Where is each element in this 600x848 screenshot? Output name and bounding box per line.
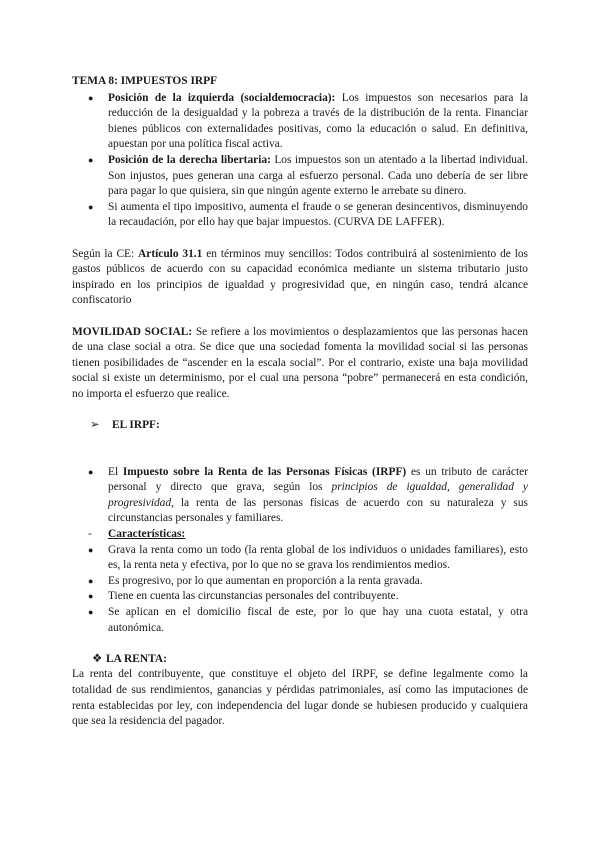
positions-list [72, 91, 528, 231]
list-item [72, 543, 528, 574]
arrow-icon: ➢ [90, 419, 100, 432]
renta-paragraph: La renta del contribuyente, que constituye el objeto del IRPF, se define legalmente como la totalidad de sus rendimientos, ganancias y pérdidas patrimoniales, así como las imputaciones de renta establecidas por ley, con independencia del lugar donde se hubiesen producido y cualquiera que sea la residencia del pagador. [72, 668, 528, 728]
bullet-icon: ● [88, 201, 94, 212]
list-item [72, 153, 528, 200]
ce-paragraph [72, 247, 528, 309]
bullet-icon: ● [88, 466, 94, 477]
movilidad-label: MOVILIDAD SOCIAL: [72, 325, 193, 338]
renta-heading [72, 652, 528, 668]
renta-heading-text: LA RENTA: [106, 652, 167, 665]
irpf-heading [72, 418, 528, 434]
position-left-label: Posición de la izquierda (socialdemocracia): [108, 91, 336, 104]
bullet-icon: ● [88, 591, 94, 602]
caracteristica-text: Tiene en cuenta las circunstancias personales del contribuyente. [108, 590, 399, 603]
movilidad-text: Se refiere a los movimientos o desplazamientos que las personas hacen de una clase social a otra. Se dice que una sociedad fomenta la movilidad social si las personas tienen posibilidades de “ascender en la escala social”. Por el contrario, existe una baja movilidad social si existe un determinismo, por el cual una persona “pobre” permanecerá en esta condición, no importa el esfuerzo que realice. [72, 325, 529, 400]
irpf-def-suffix: la renta de las personas físicas de acuerdo con su naturaleza y sus circunstancias personales y familiares. [108, 496, 528, 525]
irpf-heading-text: EL IRPF: [112, 419, 160, 432]
bullet-icon: ● [88, 154, 94, 165]
ce-text: en términos muy sencillos: Todos contribuirá al sostenimiento de los gastos públicos de acuerdo con su capacidad económica mediante un sistema tributario justo inspirado en los principios de igualdad y progresividad que, en ningún caso, tendrá alcance confiscatorio [72, 247, 528, 307]
document-title: TEMA 8: IMPUESTOS IRPF [72, 75, 218, 87]
bullet-icon: ● [88, 92, 94, 103]
spacer [72, 309, 528, 325]
caracteristicas-heading-text: Características: [108, 528, 186, 541]
laffer-text: Si aumenta el tipo impositivo, aumenta el fraude o se generan desincentivos, disminuyendo la recaudación, por ello hay que bajar impuestos. (CURVA DE LAFFER). [108, 200, 528, 229]
irpf-def-prefix: El [108, 465, 123, 478]
caracteristica-text: Grava la renta como un todo (la renta global de los individuos o unidades familiares), esto es, la renta neta y efectiva, por lo que no se grava los rendimientos medios. [108, 543, 528, 572]
position-right-label: Posición de la derecha libertaria: [108, 153, 271, 166]
list-item [72, 605, 528, 636]
document-page [72, 74, 528, 730]
list-item [72, 200, 528, 231]
spacer [72, 402, 528, 418]
ce-prefix: Según la CE: [72, 247, 139, 260]
position-left-text: Los impuestos son necesarios para la reducción de la desigualdad y la pobreza a través de la distribución de la renta. Financiar bienes públicos con externalidades positivas, como la educación o salud. En definitiva, apuestan por una política fiscal activa. [108, 91, 528, 151]
spacer [72, 231, 528, 247]
irpf-def-list [72, 465, 528, 527]
spacer [72, 636, 528, 652]
list-item [72, 91, 528, 153]
irpf-def-italic: principios de igualdad, generalidad y progresividad, [108, 481, 528, 509]
caracteristicas-heading [72, 527, 528, 543]
ce-article: Artículo 31.1 [138, 247, 203, 260]
bullet-icon: ● [88, 607, 94, 617]
position-right-text: Los impuestos son un atentado a la libertad individual. Son injustos, pues generan una carga al esfuerzo personal. Cada uno debería de ser libre para pagar lo que quisiera, sin que ningún agente externo le arrebate su dinero. [108, 153, 529, 198]
irpf-def-mid: es un tributo de carácter personal y directo que grava, según los [108, 465, 528, 494]
dash-icon: - [88, 528, 92, 541]
caracteristica-text: Se aplican en el domicilio fiscal de este, por lo que hay una cuota estatal, y otra autonómica. [108, 606, 528, 634]
list-item [72, 574, 528, 590]
list-item [72, 465, 528, 527]
movilidad-paragraph [72, 325, 528, 403]
irpf-def-bold: Impuesto sobre la Renta de las Personas Físicas (IRPF) [122, 465, 407, 478]
bullet-icon: ● [88, 544, 94, 555]
caracteristicas-list [72, 543, 528, 637]
list-item [72, 589, 528, 605]
spacer [72, 434, 528, 465]
caracteristica-text: Es progresivo, por lo que aumentan en proporción a la renta gravada. [108, 574, 423, 587]
diamond-icon: ❖ [92, 652, 103, 665]
bullet-icon: ● [88, 575, 94, 586]
